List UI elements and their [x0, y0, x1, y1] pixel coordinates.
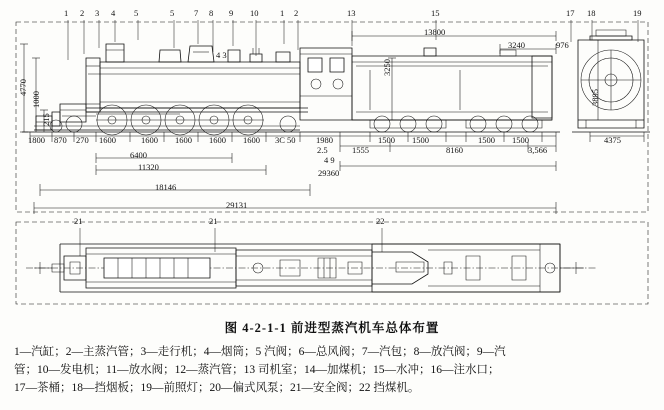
dim-1600e: 1600 — [243, 135, 260, 145]
callout-18: 18 — [587, 8, 596, 18]
callout-6: 5 — [170, 8, 175, 18]
callout-15: 15 — [431, 8, 440, 18]
callout-19: 19 — [633, 8, 642, 18]
callout-9: 9 — [229, 8, 234, 18]
figure-caption: 图 4-2-1-1 前进型蒸汽机车总体布置 — [224, 321, 440, 335]
callout-5: 5 — [134, 8, 139, 18]
dim-3895: 3895 — [590, 89, 600, 106]
callout-17: 17 — [566, 8, 575, 18]
callout-1: 1 — [64, 8, 69, 18]
callout-11: 1 — [280, 8, 285, 18]
dim-29131: 29131 — [226, 200, 248, 210]
dim-3250: 3250 — [382, 59, 392, 76]
dim-870: 870 — [54, 135, 67, 145]
dim-1555: 1555 — [352, 145, 369, 155]
dim-1600a: 1600 — [99, 135, 116, 145]
callout-2: 2 — [80, 8, 85, 18]
dim-1000: 1000 — [31, 91, 41, 108]
dim-1500b: 1500 — [412, 135, 429, 145]
dim-1500c: 1500 — [478, 135, 495, 145]
dim-270: 270 — [76, 135, 89, 145]
dim-3240: 3240 — [508, 40, 525, 50]
callout-4: 4 — [111, 8, 116, 18]
callout-13: 13 — [347, 8, 356, 18]
dim-215: 215 — [41, 113, 51, 126]
legend-line-1: 1—汽缸；2—主蒸汽管；3—走行机；4—烟筒；5 汽阀；6—总风阀；7—汽包；8—放汽阀；9—汽 — [14, 346, 506, 358]
dim-11320: 11320 — [138, 162, 159, 172]
dim-1500d: 1500 — [512, 135, 529, 145]
dim-6400: 6400 — [130, 150, 147, 160]
dim-29360: 29360 — [318, 168, 340, 178]
dim-1800: 1800 — [28, 135, 45, 145]
dim-1600b: 1600 — [141, 135, 158, 145]
dim-3c50: 3C 50 — [275, 135, 296, 145]
callout-22: 22 — [376, 216, 385, 226]
dim-3566: 3,566 — [528, 145, 548, 155]
dim-4375: 4375 — [604, 135, 621, 145]
legend-line-2: 管；10—发电机；11—放水阀；12—蒸汽管；13 司机室；14—加煤机；15—水冲；16—注水口； — [14, 363, 500, 376]
dim-976: 976 — [556, 40, 569, 50]
callout-21-mid: 21 — [209, 216, 218, 226]
dim-4770: 4770 — [18, 79, 28, 96]
dim-18146: 18146 — [155, 182, 177, 192]
figure-legend — [14, 344, 650, 397]
callout-21-left: 21 — [74, 216, 83, 226]
legend-line-3: 17—茶桶；18—挡烟板；19—前照灯；20—偏式风泵；21—安全阀；22 挡煤机。 — [14, 381, 420, 394]
dim-4-3: 4 3 — [216, 50, 227, 60]
callout-12: 2 — [294, 8, 299, 18]
dim-13800: 13800 — [424, 27, 446, 37]
callout-7: 7 — [194, 8, 199, 18]
callout-3: 3 — [95, 8, 100, 18]
dim-1600d: 1600 — [209, 135, 226, 145]
callout-8: 8 — [209, 8, 214, 18]
dim-1500a: 1500 — [378, 135, 395, 145]
dim-1600c: 1600 — [175, 135, 192, 145]
callout-10: 10 — [250, 8, 259, 18]
dim-1980: 1980 — [316, 135, 333, 145]
dim-2-5: 2.5 — [317, 145, 328, 155]
dim-4-9: 4 9 — [324, 155, 335, 165]
dim-8160: 8160 — [446, 145, 463, 155]
